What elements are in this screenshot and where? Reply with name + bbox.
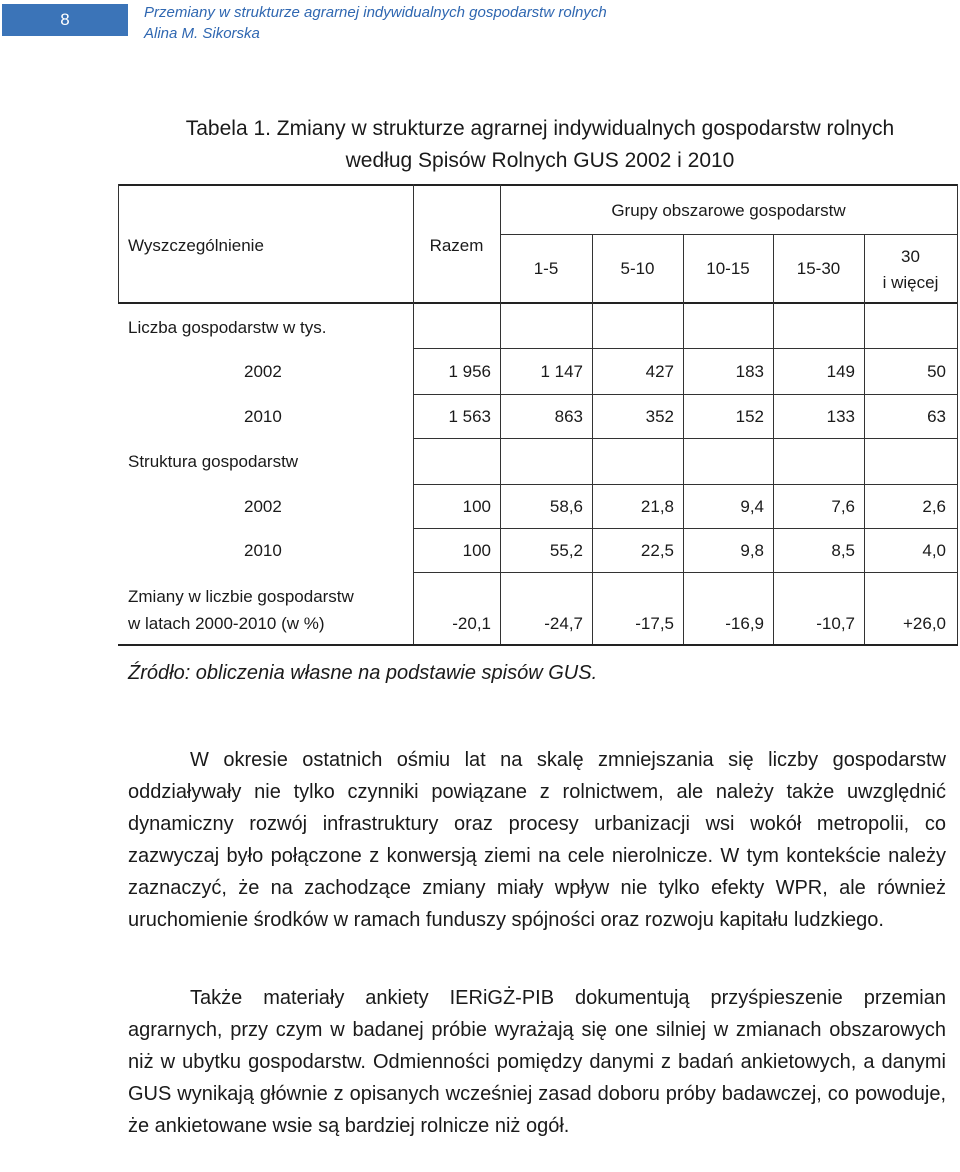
cell-g3: 9,8 <box>740 541 764 560</box>
header-group-3: 10-15 <box>706 259 750 278</box>
header-group-4: 15-30 <box>796 259 841 278</box>
cell-total: 1 563 <box>448 407 491 426</box>
row-rule <box>413 438 958 439</box>
row-rule <box>413 348 958 349</box>
col-rule <box>957 184 958 644</box>
paragraph-2 <box>128 982 946 1142</box>
cell-g5: 4,0 <box>922 541 946 560</box>
paragraph-text: Także materiały ankiety IERiGŻ-PIB dokumentują przyśpieszenie przemian agrarnych, przy czym w badanej próbie wyrażają się one silniej w zmianach obszarowych niż w ubytku gospodarstw. Odmienności pomiędzy danymi z badań ankietowych, a danymi GUS wynikają głównie z opisanych wcześniej zasad doboru próby badawczej, co powoduje, że ankietowane wsie są bardziej rolnicze niż ogół. <box>128 987 946 1137</box>
header-group-5-line2: i więcej <box>882 273 939 292</box>
cell-g4: 7,6 <box>831 497 855 516</box>
cell-g4: -10,7 <box>816 614 855 633</box>
cell-g5: +26,0 <box>902 614 946 633</box>
header-total: Razem <box>429 236 484 255</box>
header-group-5-line1: 30 <box>901 247 920 266</box>
cell-g1: 58,6 <box>549 497 583 516</box>
col-rule <box>683 234 684 644</box>
header-groups: Grupy obszarowe gospodarstw <box>611 201 846 220</box>
row-year: 2002 <box>244 362 282 381</box>
table-title-line2: według Spisów Rolnych GUS 2002 i 2010 <box>345 149 735 172</box>
paragraph-text: W okresie ostatnich ośmiu lat na skalę zmniejszania się liczby gospodarstw oddziaływały nie tylko czynniki powiązane z rolnictwem, ale należy także uwzględnić dynamiczny rozwój infrastruktury oraz procesy urbanizacji wsi wokół metropolii, co zazwyczaj było połączone z konwersją ziemi na cele nierolnicze. W tym kontekście należy zaznaczyć, że na zachodzące zmiany miały wpływ nie tylko efekty WPR, ale również uruchomienie środków w ramach funduszy spójności oraz rozwoju kapitału ludzkiego. <box>128 749 946 931</box>
cell-g4: 149 <box>826 362 855 381</box>
header-group-2: 5-10 <box>620 259 655 278</box>
cell-g4: 8,5 <box>831 541 855 560</box>
row-year: 2010 <box>244 407 282 426</box>
row-rule <box>413 394 958 395</box>
cell-g1: -24,7 <box>544 614 583 633</box>
cell-g2: 427 <box>645 362 674 381</box>
cell-g3: 9,4 <box>740 497 764 516</box>
cell-total: 100 <box>462 541 491 560</box>
cell-g3: 152 <box>735 407 764 426</box>
col-rule <box>592 234 593 644</box>
header-group-1: 1-5 <box>533 259 559 278</box>
row-rule <box>413 484 958 485</box>
cell-g5: 50 <box>927 362 946 381</box>
cell-g1: 55,2 <box>549 541 583 560</box>
col-rule <box>773 234 774 644</box>
cell-total: -20,1 <box>452 614 491 633</box>
section-structure-label: Struktura gospodarstw <box>128 452 299 471</box>
row-year: 2002 <box>244 497 282 516</box>
cell-g1: 1 147 <box>540 362 583 381</box>
cell-g2: 352 <box>645 407 674 426</box>
cell-g4: 133 <box>826 407 855 426</box>
cell-g1: 863 <box>554 407 583 426</box>
change-label-line2: w latach 2000-2010 (w %) <box>128 614 325 633</box>
cell-g2: 21,8 <box>640 497 674 516</box>
change-label-line1: Zmiany w liczbie gospodarstw <box>128 587 354 606</box>
cell-total: 1 956 <box>448 362 491 381</box>
col-rule <box>864 234 865 644</box>
table-title-line1: Tabela 1. Zmiany w strukturze agrarnej indywidualnych gospodarstw rolnych <box>185 117 895 140</box>
cell-g3: 183 <box>735 362 764 381</box>
row-rule <box>413 528 958 529</box>
table-bottom-rule <box>118 644 958 646</box>
cell-g2: 22,5 <box>640 541 674 560</box>
header-bottom-rule <box>118 302 958 304</box>
cell-g5: 63 <box>927 407 946 426</box>
col-rule <box>118 184 119 302</box>
row-year: 2010 <box>244 541 282 560</box>
table-top-rule <box>118 184 958 186</box>
cell-g3: -16,9 <box>725 614 764 633</box>
section-count-label: Liczba gospodarstw w tys. <box>128 318 327 337</box>
paragraph-1 <box>128 744 946 936</box>
page-number: 8 <box>2 4 128 36</box>
header-spec: Wyszczególnienie <box>128 236 264 255</box>
running-title: Przemiany w strukturze agrarnej indywidualnych gospodarstw rolnych <box>144 4 607 21</box>
cell-g5: 2,6 <box>922 497 946 516</box>
running-author: Alina M. Sikorska <box>144 25 260 42</box>
cell-g2: -17,5 <box>635 614 674 633</box>
cell-total: 100 <box>462 497 491 516</box>
table-source: Źródło: obliczenia własne na podstawie spisów GUS. <box>128 662 598 684</box>
group-header-rule <box>500 234 958 235</box>
row-rule <box>413 572 958 573</box>
